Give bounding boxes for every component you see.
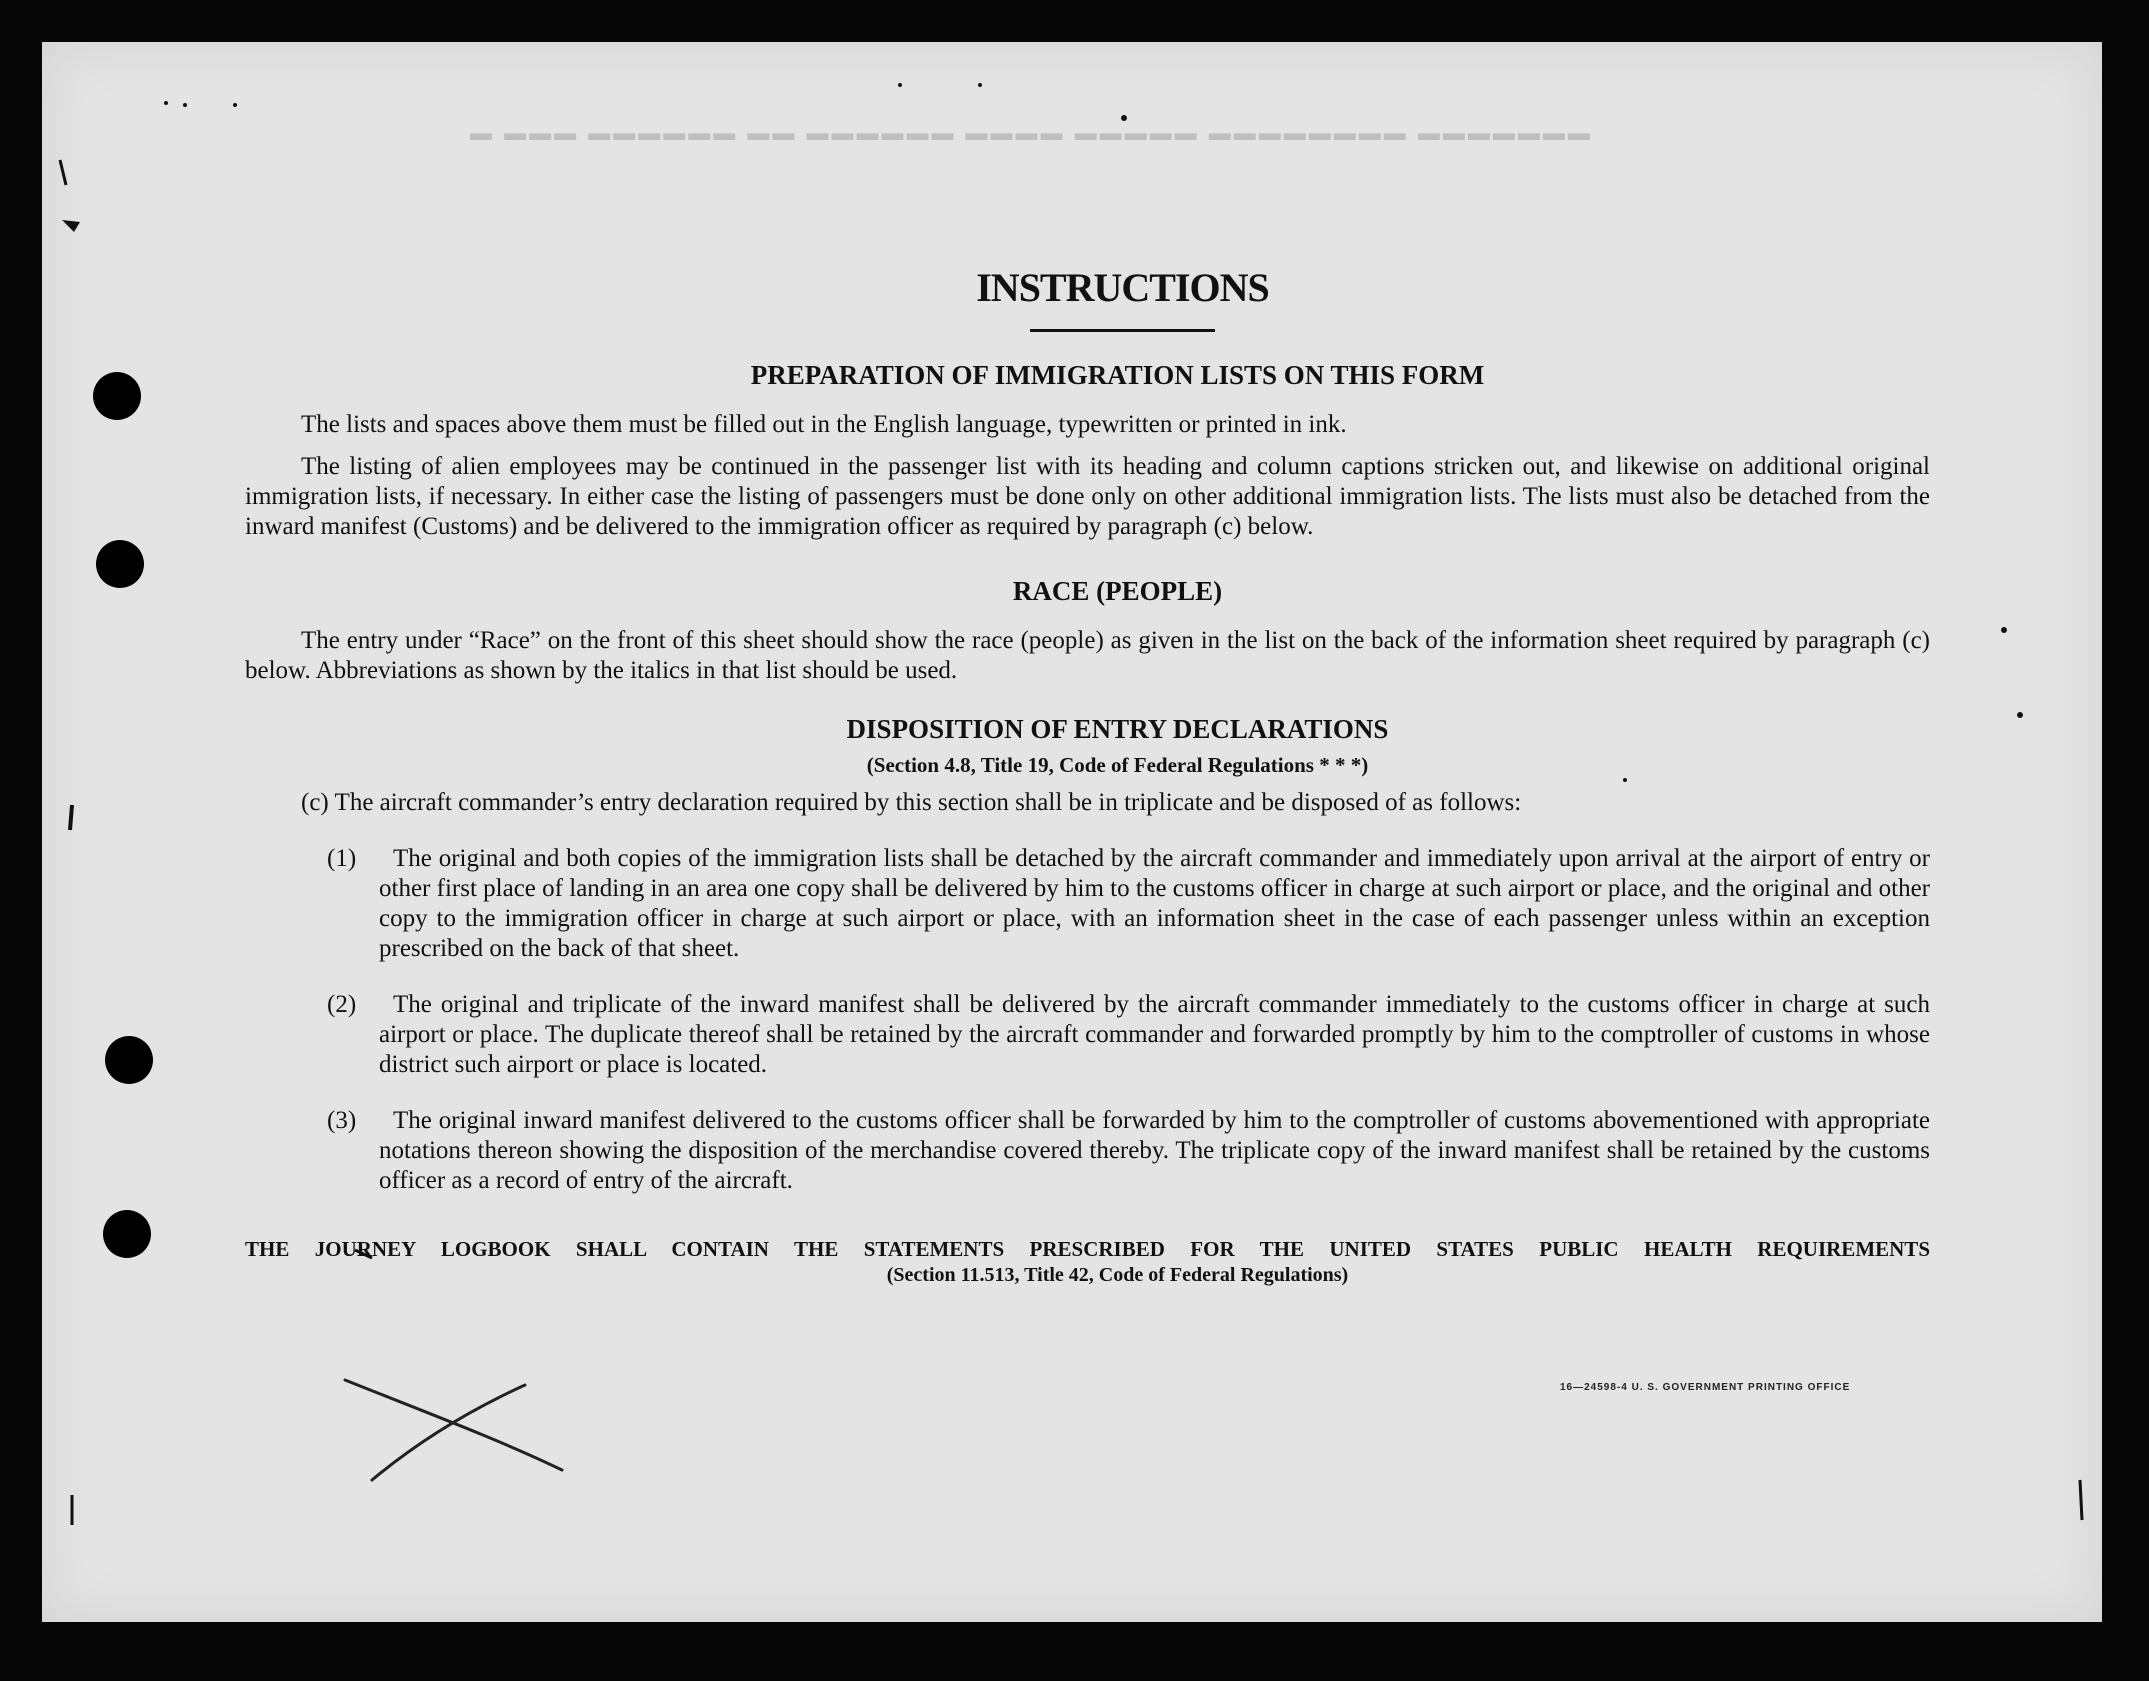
item-text: The original and triplicate of the inward manifest shall be delivered by the aircraft commander immediately to the customs officer in charge at such airport or place. The duplicate thereof shall be retained by the aircraft commander and forwarded promptly by him to the comptroller of customs in whose district such airport or place is located. <box>379 991 1930 1078</box>
item-text: The original and both copies of the immigration lists shall be detached by the aircraft commander and immediately upon arrival at the airport of entry or other first place of landing in an area one copy shall be delivered by him to the customs officer in charge at such airport or place, and the original and other copy to the immigration officer in charge at such airport or place, with an information sheet in the case of each passenger unless within an exception prescribed on the back of that sheet. <box>379 845 1930 962</box>
ink-speck <box>183 103 187 107</box>
ink-speck <box>2001 627 2007 633</box>
item-text: The original inward manifest delivered to the customs officer shall be forwarded by him to the comptroller of customs abovementioned with appropriate notations thereon showing the disposition of the merchandise covered thereby. The triplicate copy of the inward manifest shall be retained by the customs officer as a record of entry of the aircraft. <box>379 1107 1930 1194</box>
instructions-document <box>245 255 1930 1288</box>
paragraph-c: (c) The aircraft commander’s entry declaration required by this section shall be in triplicate and be disposed of as follows: <box>301 789 1522 816</box>
paragraph: The entry under “Race” on the front of this sheet should show the race (people) as given in the list on the back of the information sheet required by paragraph (c) below. Abbreviations as shown by the italics in that list should be used. <box>245 627 1930 684</box>
ink-speck <box>898 83 902 87</box>
ink-speck <box>978 83 982 87</box>
list-item <box>327 1106 1930 1196</box>
list-item <box>327 844 1930 964</box>
pen-stroke <box>345 1380 562 1470</box>
bleed-through-text: ▬ ▬▬▬ ▬▬▬▬▬▬ ▬▬ ▬▬▬▬▬▬ ▬▬▬▬ ▬▬▬▬▬ ▬▬▬▬▬▬▬▬ ▬▬▬▬▬▬▬ <box>470 120 1593 145</box>
edge-tick-mark <box>70 805 72 830</box>
item-number: (2) <box>327 991 357 1018</box>
list-item <box>327 990 1930 1080</box>
paragraph: The lists and spaces above them must be filled out in the English language, typewritten or printed in ink. <box>301 411 1347 438</box>
page-title: INSTRUCTIONS <box>976 265 1269 310</box>
item-number: (3) <box>327 1107 357 1134</box>
ink-speck <box>2017 712 2023 718</box>
section-heading-race: RACE (PEOPLE) <box>1012 576 1223 606</box>
section-citation: (Section 4.8, Title 19, Code of Federal Regulations * * *) <box>866 753 1369 777</box>
paragraph: The listing of alien employees may be continued in the passenger list with its heading and column captions stricken out, and likewise on additional original immigration lists, if necessary. In either case the listing of passengers must be done only on other additional immigration lists. The lists must also be detached from the inward manifest (Customs) and be delivered to the immigration officer as required by paragraph (c) below. <box>245 453 1930 540</box>
public-health-citation: (Section 11.513, Title 42, Code of Federal Regulations) <box>886 1264 1349 1286</box>
ink-speck <box>164 101 168 105</box>
edge-tick-mark <box>2080 1480 2082 1520</box>
edge-tick-mark <box>60 160 66 185</box>
item-number: (1) <box>327 845 357 872</box>
ink-speck <box>233 103 237 107</box>
printing-office-imprint: 16—24598-4 U. S. GOVERNMENT PRINTING OFFICE <box>1560 1382 1851 1393</box>
section-heading-disposition: DISPOSITION OF ENTRY DECLARATIONS <box>846 714 1389 744</box>
edge-tick-mark <box>62 220 80 232</box>
pen-cross-mark <box>345 1380 562 1480</box>
section-heading-preparation: PREPARATION OF IMMIGRATION LISTS ON THIS FORM <box>750 360 1485 390</box>
title-underline <box>1030 329 1215 332</box>
public-health-statement: THE JOURNEY LOGBOOK SHALL CONTAIN THE STATEMENTS PRESCRIBED FOR THE UNITED STATES PUBLIC HEALTH REQUIREMENTS <box>245 1237 1930 1261</box>
